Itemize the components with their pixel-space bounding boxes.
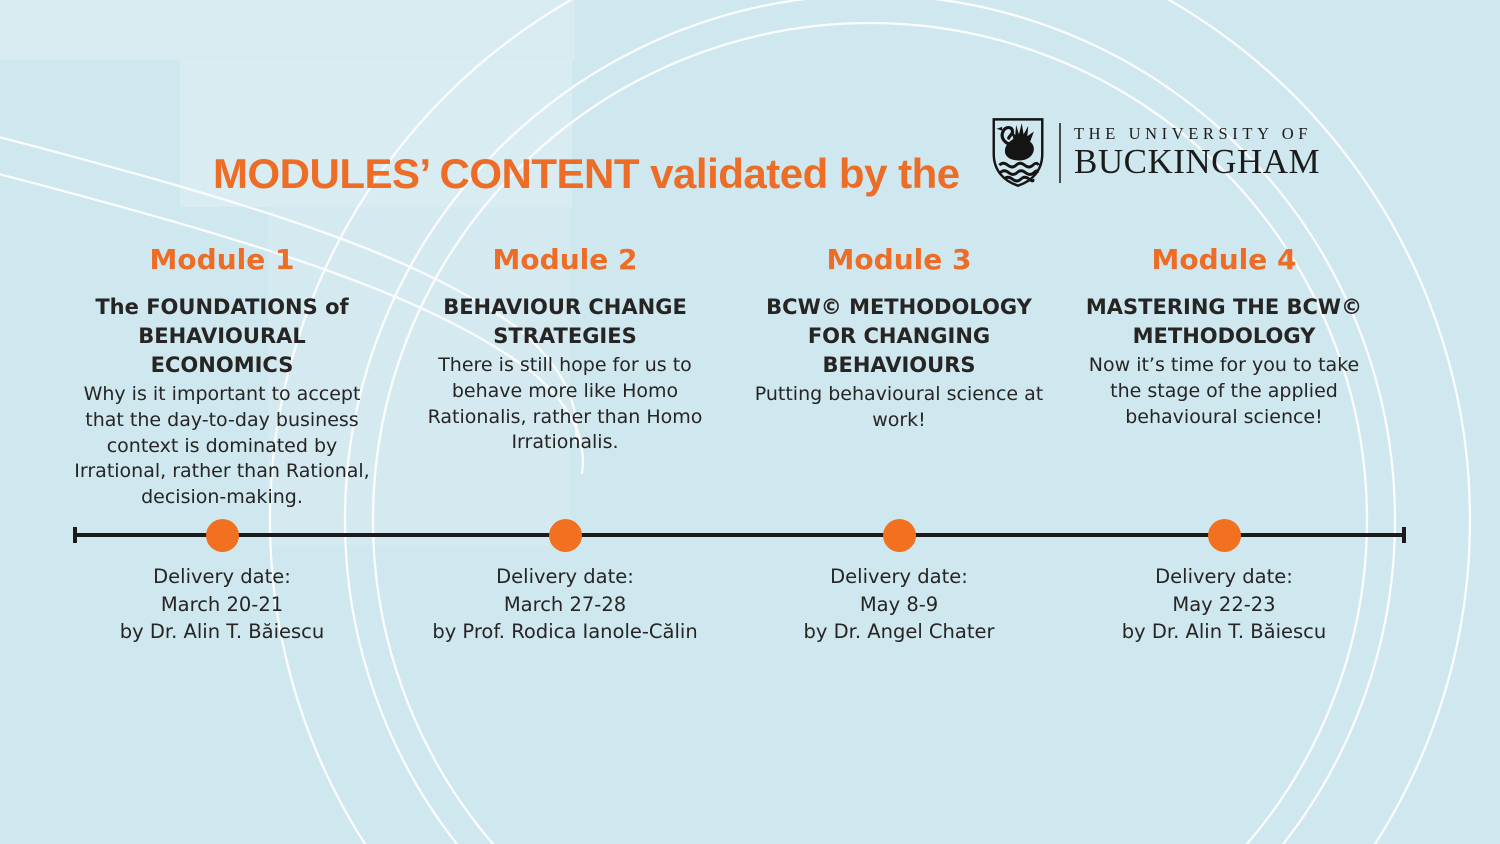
logo-line-buckingham: BUCKINGHAM (1074, 142, 1321, 182)
page-title (213, 150, 960, 198)
module-title: The FOUNDATIONS of BEHAVIOURAL ECONOMICS (95, 295, 349, 377)
delivery-date: March 20-21 (160, 592, 284, 616)
logo-line-university-of: THE UNIVERSITY OF (1074, 123, 1312, 143)
delivery-label: Delivery date: (496, 565, 634, 588)
logo-text (1074, 125, 1320, 181)
timeline-axis (73, 533, 1406, 537)
timeline-endcap-right (1402, 527, 1406, 543)
delivery-label: Delivery date: (153, 565, 291, 588)
module-description: Putting behavioural science at work! (754, 382, 1044, 431)
module-heading: Module 1 (149, 243, 295, 276)
delivery-block-2 (400, 563, 730, 646)
timeline-dot-module-3 (883, 519, 916, 552)
module-heading: Module 2 (492, 243, 638, 276)
module-title: BCW© METHODOLOGY FOR CHANGING BEHAVIOURS (766, 295, 1032, 377)
module-description: There is still hope for us to behave more like Homo Rationalis, rather than Homo Irrationalis. (427, 353, 703, 454)
page-title-rest: validated by the (639, 150, 960, 198)
module-title: BEHAVIOUR CHANGE STRATEGIES (443, 295, 687, 348)
timeline-dot-module-1 (206, 519, 239, 552)
module-heading: Module 3 (826, 243, 972, 276)
module-heading: Module 4 (1151, 243, 1297, 276)
module-column-3 (734, 243, 1064, 434)
delivery-label: Delivery date: (830, 565, 968, 588)
delivery-date: May 22-23 (1172, 592, 1276, 616)
module-column-2 (400, 243, 730, 456)
module-title: MASTERING THE BCW© METHODOLOGY (1085, 295, 1363, 348)
delivery-label: Delivery date: (1155, 565, 1293, 588)
module-description: Why is it important to accept that the day-to-day business context is dominated by Irrational, rather than Rational, decision-making. (74, 382, 370, 509)
timeline-dot-module-2 (549, 519, 582, 552)
university-logo (990, 116, 1320, 190)
delivery-date: March 27-28 (503, 592, 627, 616)
delivery-block-1 (57, 563, 387, 646)
delivery-date: May 8-9 (859, 592, 939, 616)
delivery-lecturer: by Dr. Angel Chater (803, 620, 995, 644)
background-tint (0, 0, 575, 60)
delivery-lecturer: by Dr. Alin T. Băiescu (1121, 620, 1327, 644)
logo-divider (1059, 123, 1061, 183)
delivery-block-4 (1059, 563, 1389, 646)
module-column-4 (1059, 243, 1389, 430)
timeline-dot-module-4 (1208, 519, 1241, 552)
module-description: Now it’s time for you to take the stage of the applied behavioural science! (1088, 353, 1360, 428)
timeline-endcap-left (73, 527, 77, 543)
delivery-lecturer: by Prof. Rodica Ianole-Călin (432, 620, 698, 644)
swan-crest-icon (990, 116, 1046, 190)
page-title-highlight: MODULES’ CONTENT (213, 150, 640, 198)
module-column-1 (57, 243, 387, 511)
delivery-block-3 (734, 563, 1064, 646)
delivery-lecturer: by Dr. Alin T. Băiescu (119, 620, 325, 644)
